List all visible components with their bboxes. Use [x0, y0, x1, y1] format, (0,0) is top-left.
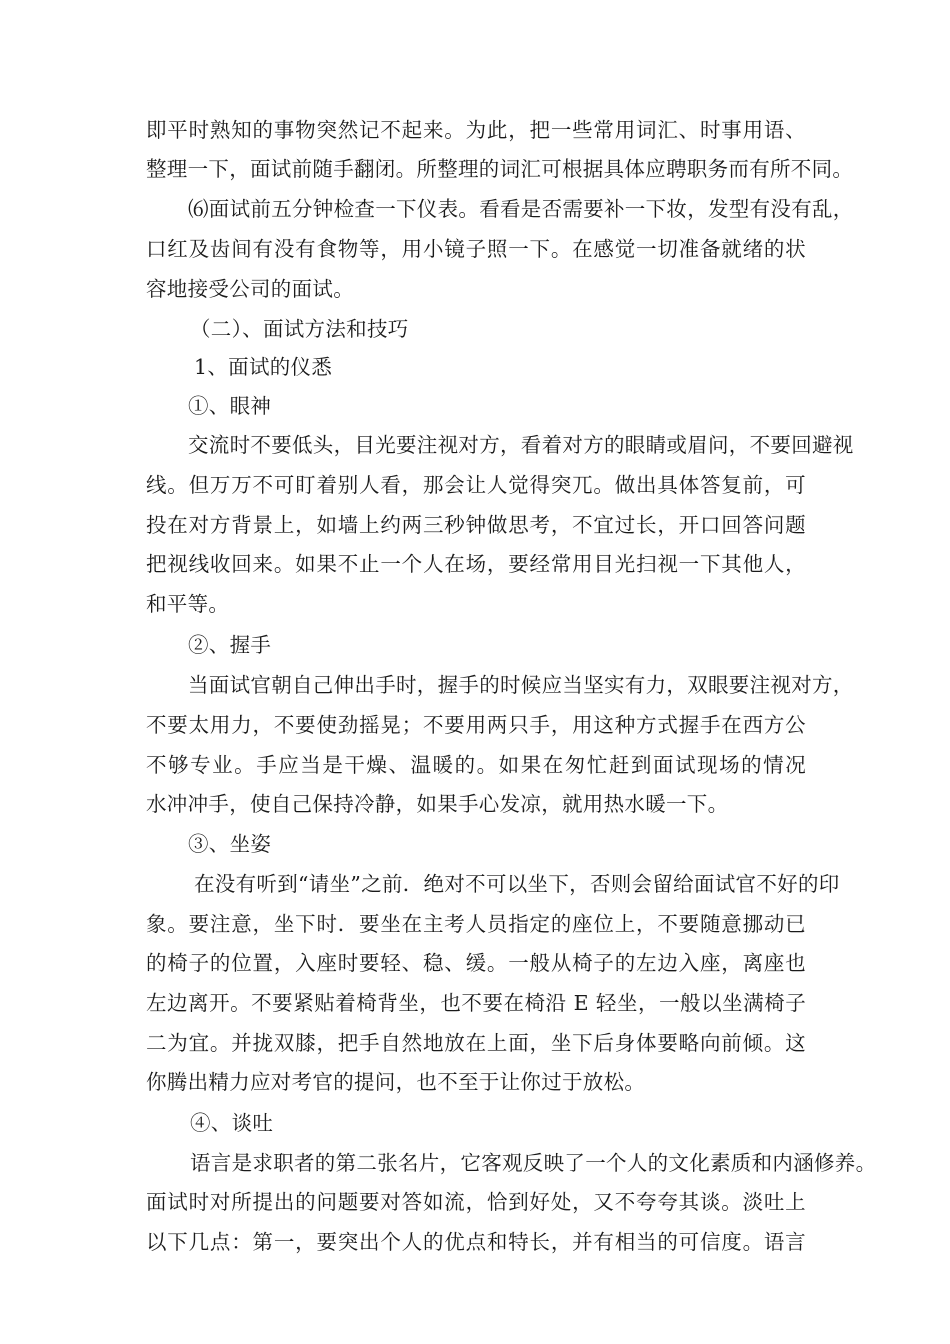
text-line: 当面试官朝自己伸出手时，握手的时候应当坚实有力，双眼要注视对方，: [188, 673, 854, 697]
text-line: 语言是求职者的第二张名片，它客观反映了一个人的文化素质和内涵修养。: [190, 1151, 877, 1175]
text-line: 的椅子的位置，入座时要轻、稳、缓。一般从椅子的左边入座，离座也: [146, 951, 806, 975]
item-heading: ②、握手: [188, 633, 272, 657]
text-line: 二为宜。并拢双膝，把手自然地放在上面，坐下后身体要略向前倾。这: [146, 1031, 806, 1055]
text-line: 象。要注意，坐下时．要坐在主考人员指定的座位上，不要随意挪动已: [146, 912, 806, 936]
item-heading: ④、谈吐: [190, 1111, 274, 1135]
text-line: 水冲冲手，使自己保持冷静，如果手心发凉，就用热水暖一下。: [146, 792, 729, 816]
text-line: 不要太用力，不要使劲摇晃；不要用两只手，用这种方式握手在西方公: [146, 713, 806, 737]
text-line: 口红及齿间有没有食物等，用小镜子照一下。在感觉一切准备就绪的状: [146, 237, 806, 261]
text-line: 不够专业。手应当是干燥、温暖的。如果在匆忙赶到面试现场的情况: [146, 753, 806, 777]
item-heading: ①、眼神: [188, 394, 272, 418]
section-heading: （二）、面试方法和技巧: [190, 317, 409, 341]
subsection-heading: 1、面试的仪悉: [194, 355, 333, 379]
text-line: 以下几点：第一，要突出个人的优点和特长，并有相当的可信度。语言: [146, 1230, 806, 1254]
text-line: 在没有听到“请坐”之前．绝对不可以坐下，否则会留给面试官不好的印: [194, 872, 840, 896]
text-line: 整理一下，面试前随手翻闭。所整理的词汇可根据具体应聘职务而有所不同。: [146, 157, 854, 181]
text-line: ⑹面试前五分钟检查一下仪表。看看是否需要补一下妆，发型有没有乱，: [188, 197, 854, 221]
item-heading: ③、坐姿: [188, 832, 272, 856]
text-line: 投在对方背景上，如墙上约两三秒钟做思考，不宜过长，开口回答问题: [146, 513, 806, 537]
text-line: 线。但万万不可盯着别人看，那会让人觉得突兀。做出具体答复前，可: [146, 473, 806, 497]
text-line: 你腾出精力应对考官的提问，也不至于让你过于放松。: [146, 1070, 646, 1094]
text-line: 和平等。: [146, 592, 230, 616]
text-line: 即平时熟知的事物突然记不起来。为此，把一些常用词汇、时事用语、: [146, 118, 806, 142]
text-line: 交流时不要低头，目光要注视对方，看着对方的眼睛或眉问，不要回避视: [188, 433, 854, 457]
text-line: 左边离开。不要紧贴着椅背坐，也不要在椅沿 E 轻坐，一般以坐满椅子: [146, 991, 806, 1015]
text-line: 容地接受公司的面试。: [146, 277, 354, 301]
text-line: 把视线收回来。如果不止一个人在场，要经常用目光扫视一下其他人，: [146, 552, 806, 576]
text-line: 面试时对所提出的问题要对答如流，恰到好处，又不夸夸其谈。淡吐上: [146, 1190, 806, 1214]
